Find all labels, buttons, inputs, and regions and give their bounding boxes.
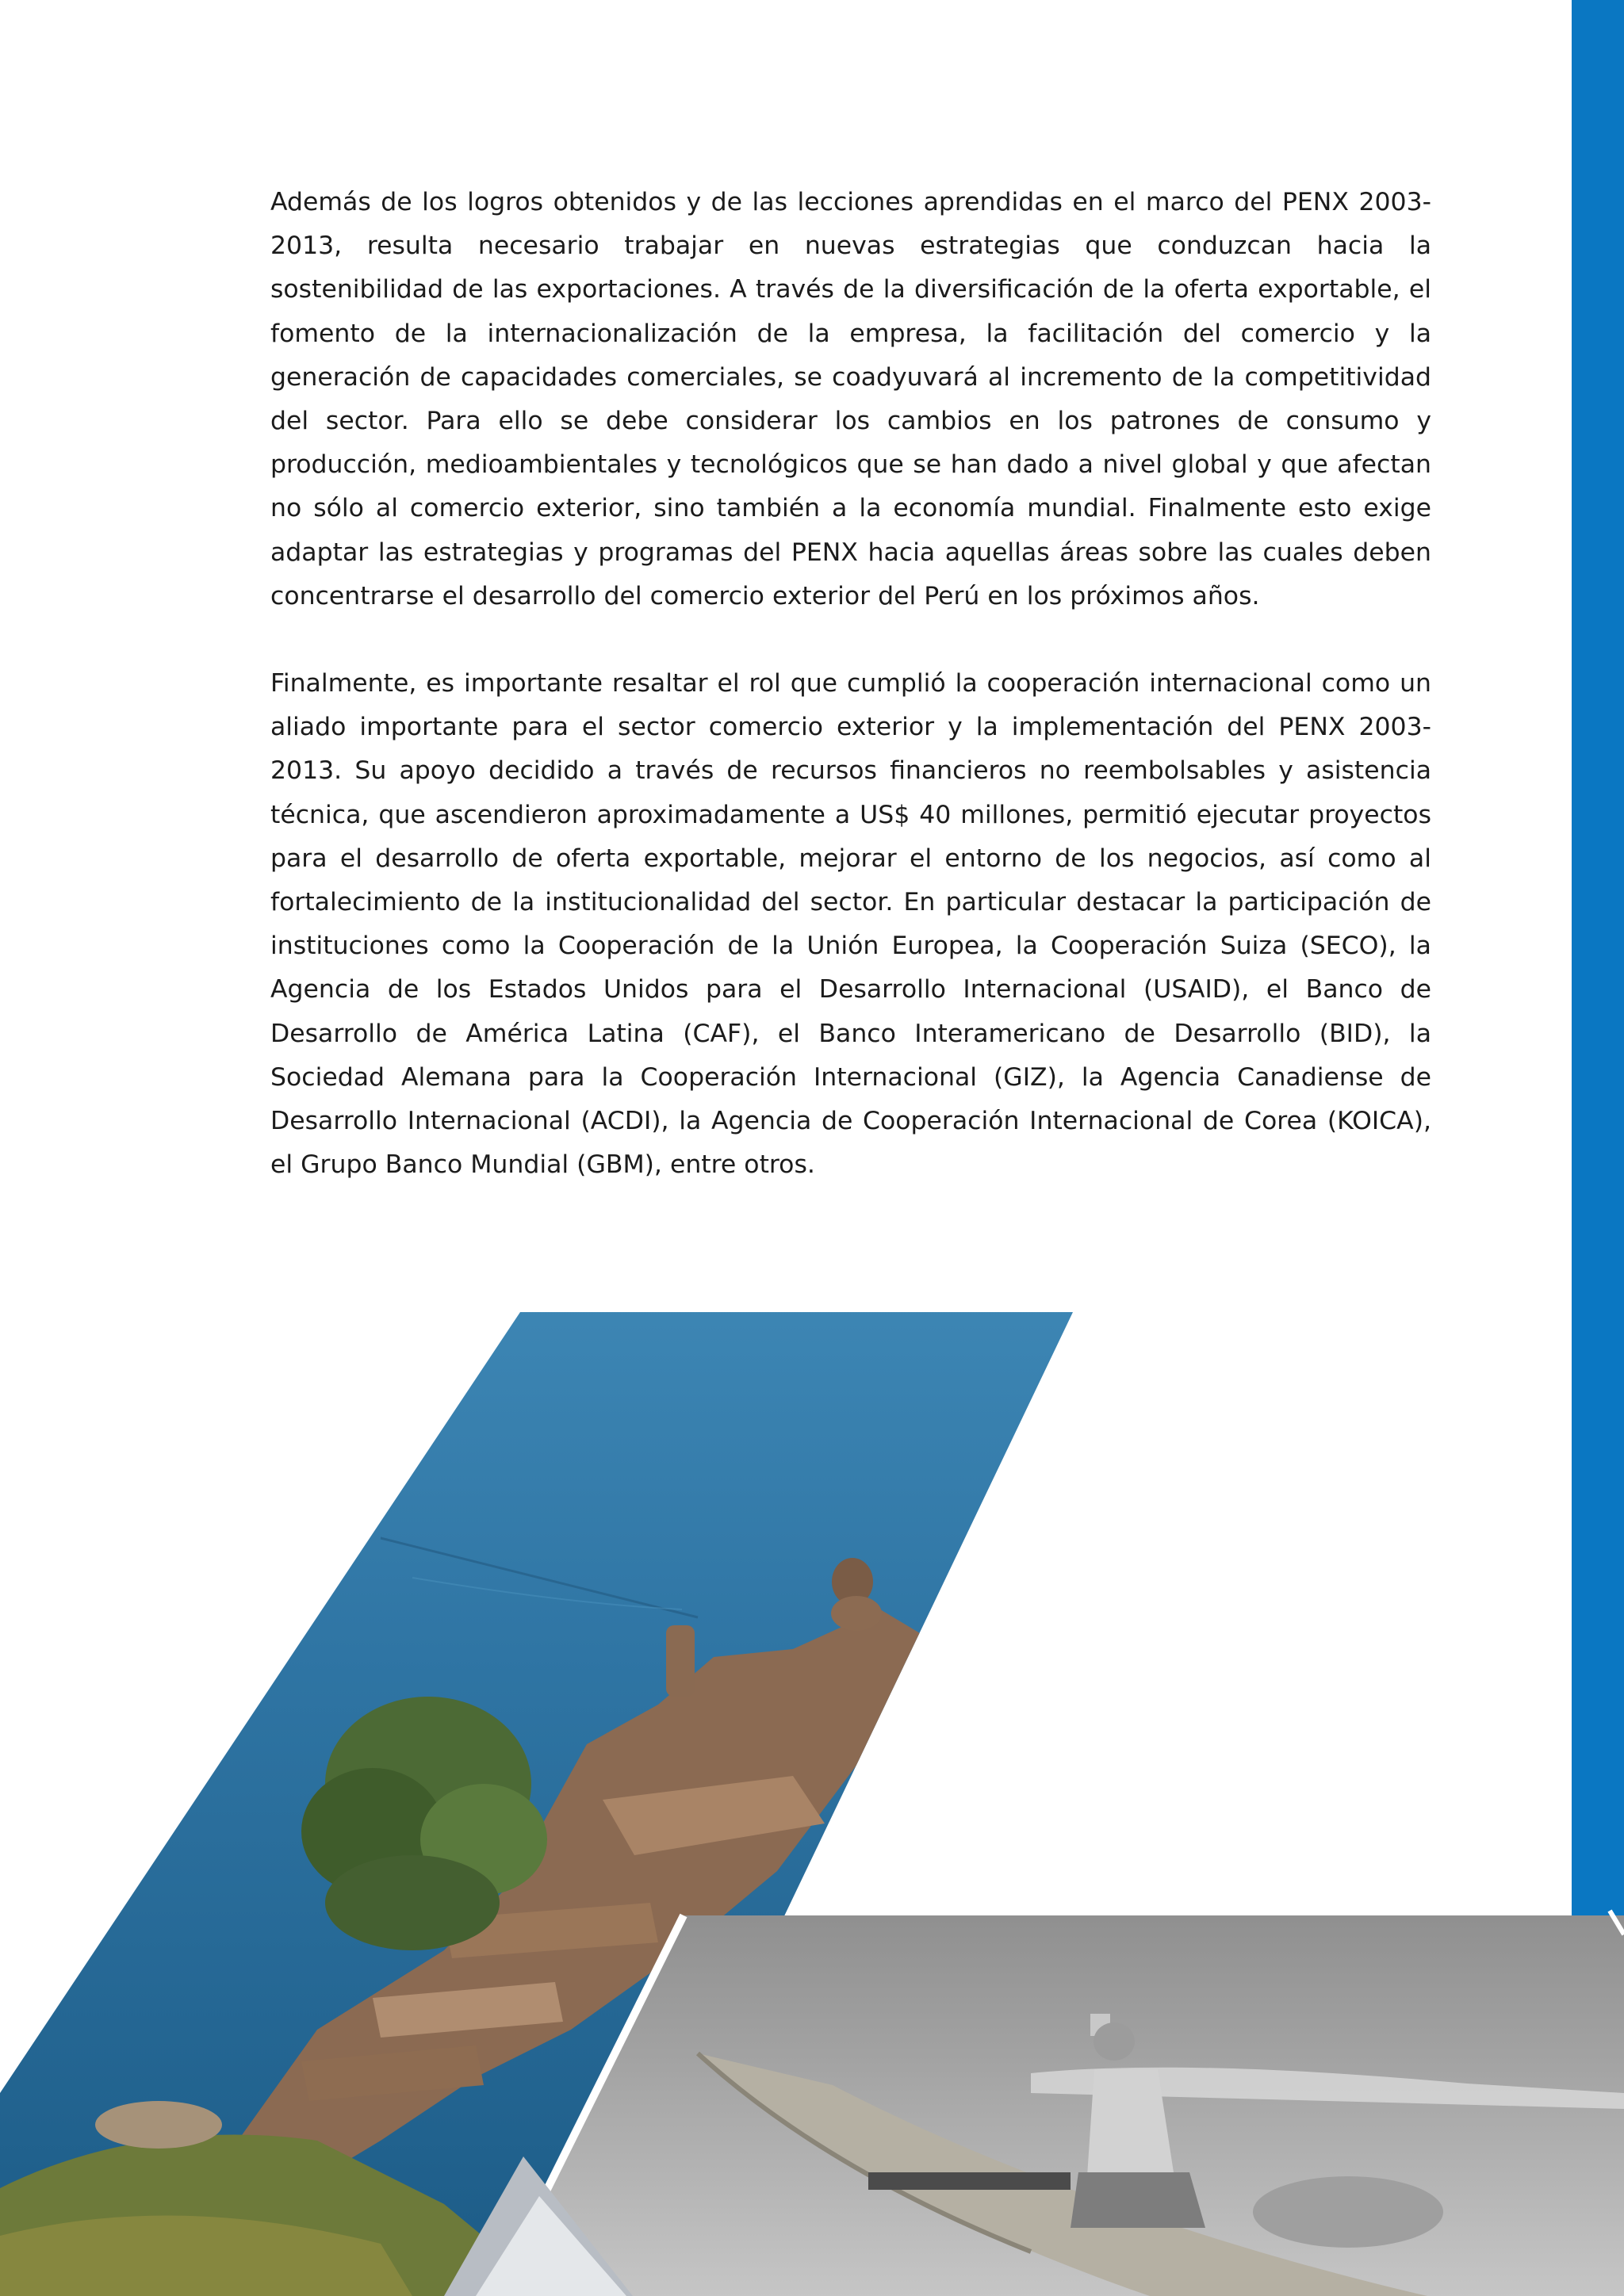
paragraph-strategy: Además de los logros obtenidos y de las lecciones aprendidas en el marco del PENX 2003-2013, resulta necesario trabajar en nuevas estrategias que conduzcan hacia la sostenibilidad de las exportaciones. A través de la diversificación de la oferta exportable, el fomento de la internacionalización de la empresa, la facilitación del comercio y la generación de capacidades comerciales, se coadyuvará al incremento de la competitividad del sector. Para ello se debe considerar los cambios en los patrones de consumo y producción, medioambientales y tecnológicos que se han dado a nivel global y que afectan no sólo al comercio exterior, sino también a la economía mundial. Finalmente esto exige adaptar las estrategias y programas del PENX hacia aquellas áreas sobre las cuales deben concentrarse el desarrollo del comercio exterior del Perú en los próximos años. — [270, 188, 1431, 610]
paragraph-cooperation: Finalmente, es importante resaltar el rol que cumplió la cooperación internacional como un aliado importante para el sector comercio exterior y la implementación del PENX 2003-2013. Su apoyo decidido a través de recursos financieros no reembolsables y asistencia técnica, que ascendieron aproximadamente a US$ 40 millones, permitió ejecutar proyectos para el desarrollo de oferta exportable, mejorar el entorno de los negocios, así como al fortalecimiento de la institucionalidad del sector. En particular destacar la participación de instituciones como la Cooperación de la Unión Europea, la Cooperación Suiza (SECO), la Agencia de los Estados Unidos para el Desarrollo Internacional (USAID), el Banco de Desarrollo de América Latina (CAF), el Banco Interamericano de Desarrollo (BID), la Sociedad Alemana para la Cooperación Internacional (GIZ), la Agencia Canadiense de Desarrollo Internacional (ACDI), la Agencia de Cooperación Internacional de Corea (KOICA), el Grupo Banco Mundial (GBM), entre otros. — [270, 669, 1431, 1180]
